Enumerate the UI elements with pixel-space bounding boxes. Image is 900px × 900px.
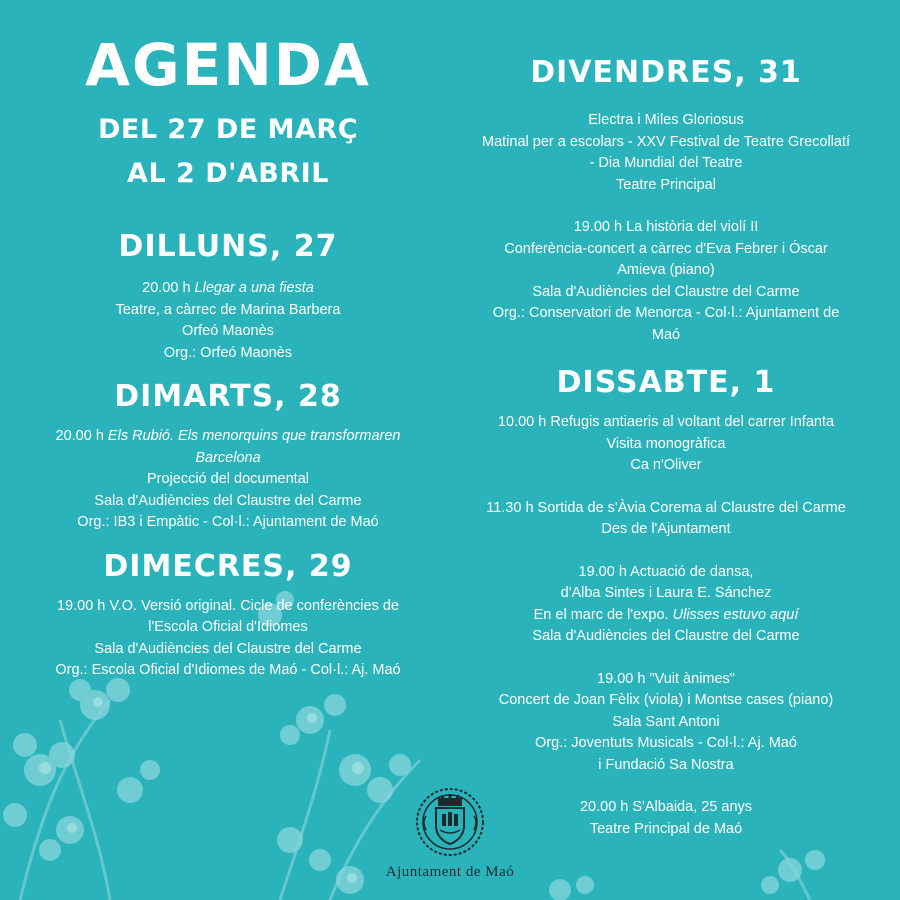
page-title: AGENDA xyxy=(85,31,371,99)
event-title-cont: Barcelona xyxy=(195,449,261,466)
event-line: Des de l'Ajuntament xyxy=(601,521,731,537)
event-line: Matinal per a escolars - XXV Festival de Teatre Grecollatí xyxy=(481,133,851,150)
event-line: Org.: IB3 i Empàtic - Col·l.: Ajuntament de Maó xyxy=(77,514,379,530)
event-line: d'Alba Sintes i Laura E. Sánchez xyxy=(560,585,772,601)
event-title: Ulisses estuvo aquí xyxy=(672,606,799,623)
event-saturday-2 xyxy=(448,498,884,541)
event-line: Sala d'Audiències del Claustre del Carme xyxy=(532,283,800,300)
event-line: Amieva (piano) xyxy=(617,262,715,278)
event-friday-1 xyxy=(448,110,884,196)
event-saturday-4 xyxy=(448,669,884,777)
event-line: 19.00 h Actuació de dansa, xyxy=(578,563,754,580)
event-time: 20.00 h xyxy=(55,428,104,444)
day-heading-friday: DIVENDRES, 31 xyxy=(530,55,802,90)
event-line: Sala Sant Antoni xyxy=(612,713,720,730)
event-line: Sala d'Audiències del Claustre del Carme xyxy=(94,492,362,509)
event-wednesday-1 xyxy=(18,596,438,682)
right-column xyxy=(448,55,884,840)
event-line: 20.00 h S'Albaida, 25 anys xyxy=(579,799,753,815)
event-line: Conferència-concert a càrrec d'Eva Febrer i Óscar xyxy=(504,240,828,257)
event-line: Org.: Escola Oficial d'Idiomes de Maó - Col·l.: Aj. Maó xyxy=(55,662,401,678)
event-line: Projecció del documental xyxy=(146,471,309,487)
event-line-prefix: En el marc de l'expo. xyxy=(533,606,669,623)
logo-text: Ajuntament de Maó xyxy=(385,864,515,880)
day-heading-tuesday: DIMARTS, 28 xyxy=(114,379,342,414)
day-heading-monday: DILLUNS, 27 xyxy=(118,229,338,264)
event-title: Els Rubió. Els menorquins que transformaren xyxy=(107,428,401,444)
event-line: 19.00 h V.O. Versió original. Cicle de conferències de xyxy=(56,597,400,614)
event-line: Orfeó Maonès xyxy=(182,323,274,339)
event-line xyxy=(18,426,438,448)
event-line: Teatre, a càrrec de Marina Barbera xyxy=(115,301,341,318)
event-saturday-1 xyxy=(448,412,884,477)
event-line: Maó xyxy=(651,326,681,343)
event-line: Teatre Principal xyxy=(616,176,716,193)
day-heading-wednesday: DIMECRES, 29 xyxy=(103,548,353,584)
event-title: Llegar a una fiesta xyxy=(194,280,314,296)
event-line: Teatre Principal de Maó xyxy=(589,820,743,837)
event-line: 19.00 h La història del violí II xyxy=(573,219,759,235)
event-line: Concert de Joan Fèlix (viola) i Montse cases (piano) xyxy=(498,692,834,708)
left-column xyxy=(18,31,438,682)
event-time: 20.00 h xyxy=(142,280,191,296)
event-line xyxy=(448,605,884,627)
event-line: Sala d'Audiències del Claustre del Carme xyxy=(532,628,800,644)
event-line: Sala d'Audiències del Claustre del Carme xyxy=(94,640,362,657)
event-line: Org.: Conservatori de Menorca - Col·l.: Ajuntament de xyxy=(492,305,840,321)
event-line: Org.: Orfeó Maonès xyxy=(163,344,293,361)
event-saturday-3 xyxy=(448,562,884,648)
event-line: 10.00 h Refugis antiaeris al voltant del carrer Infanta xyxy=(497,414,835,430)
event-line: l'Escola Oficial d'Idiomes xyxy=(148,619,308,635)
event-line: 19.00 h "Vuit ànimes" xyxy=(597,670,735,687)
ajuntament-logo xyxy=(360,786,540,881)
event-line: - Dia Mundial del Teatre xyxy=(589,155,743,171)
event-friday-2 xyxy=(448,217,884,346)
day-heading-saturday: DISSABTE, 1 xyxy=(556,365,776,400)
event-line: Electra i Miles Gloriosus xyxy=(588,112,744,128)
event-line: 11.30 h Sortida de s'Àvia Corema al Claustre del Carme xyxy=(486,499,846,516)
event-line: Visita monogràfica xyxy=(606,435,726,452)
event-line: i Fundació Sa Nostra xyxy=(598,756,734,773)
event-line: Ca n'Oliver xyxy=(630,457,702,473)
event-line xyxy=(18,278,438,300)
date-range-line1: DEL 27 DE MARÇ xyxy=(97,114,359,145)
event-line: Org.: Joventuts Musicals - Col·l.: Aj. Maó xyxy=(535,735,797,751)
date-range-line2: AL 2 D'ABRIL xyxy=(127,158,329,189)
coat-of-arms-icon xyxy=(414,786,486,858)
event-tuesday-1 xyxy=(18,426,438,534)
event-monday-1 xyxy=(18,278,438,364)
